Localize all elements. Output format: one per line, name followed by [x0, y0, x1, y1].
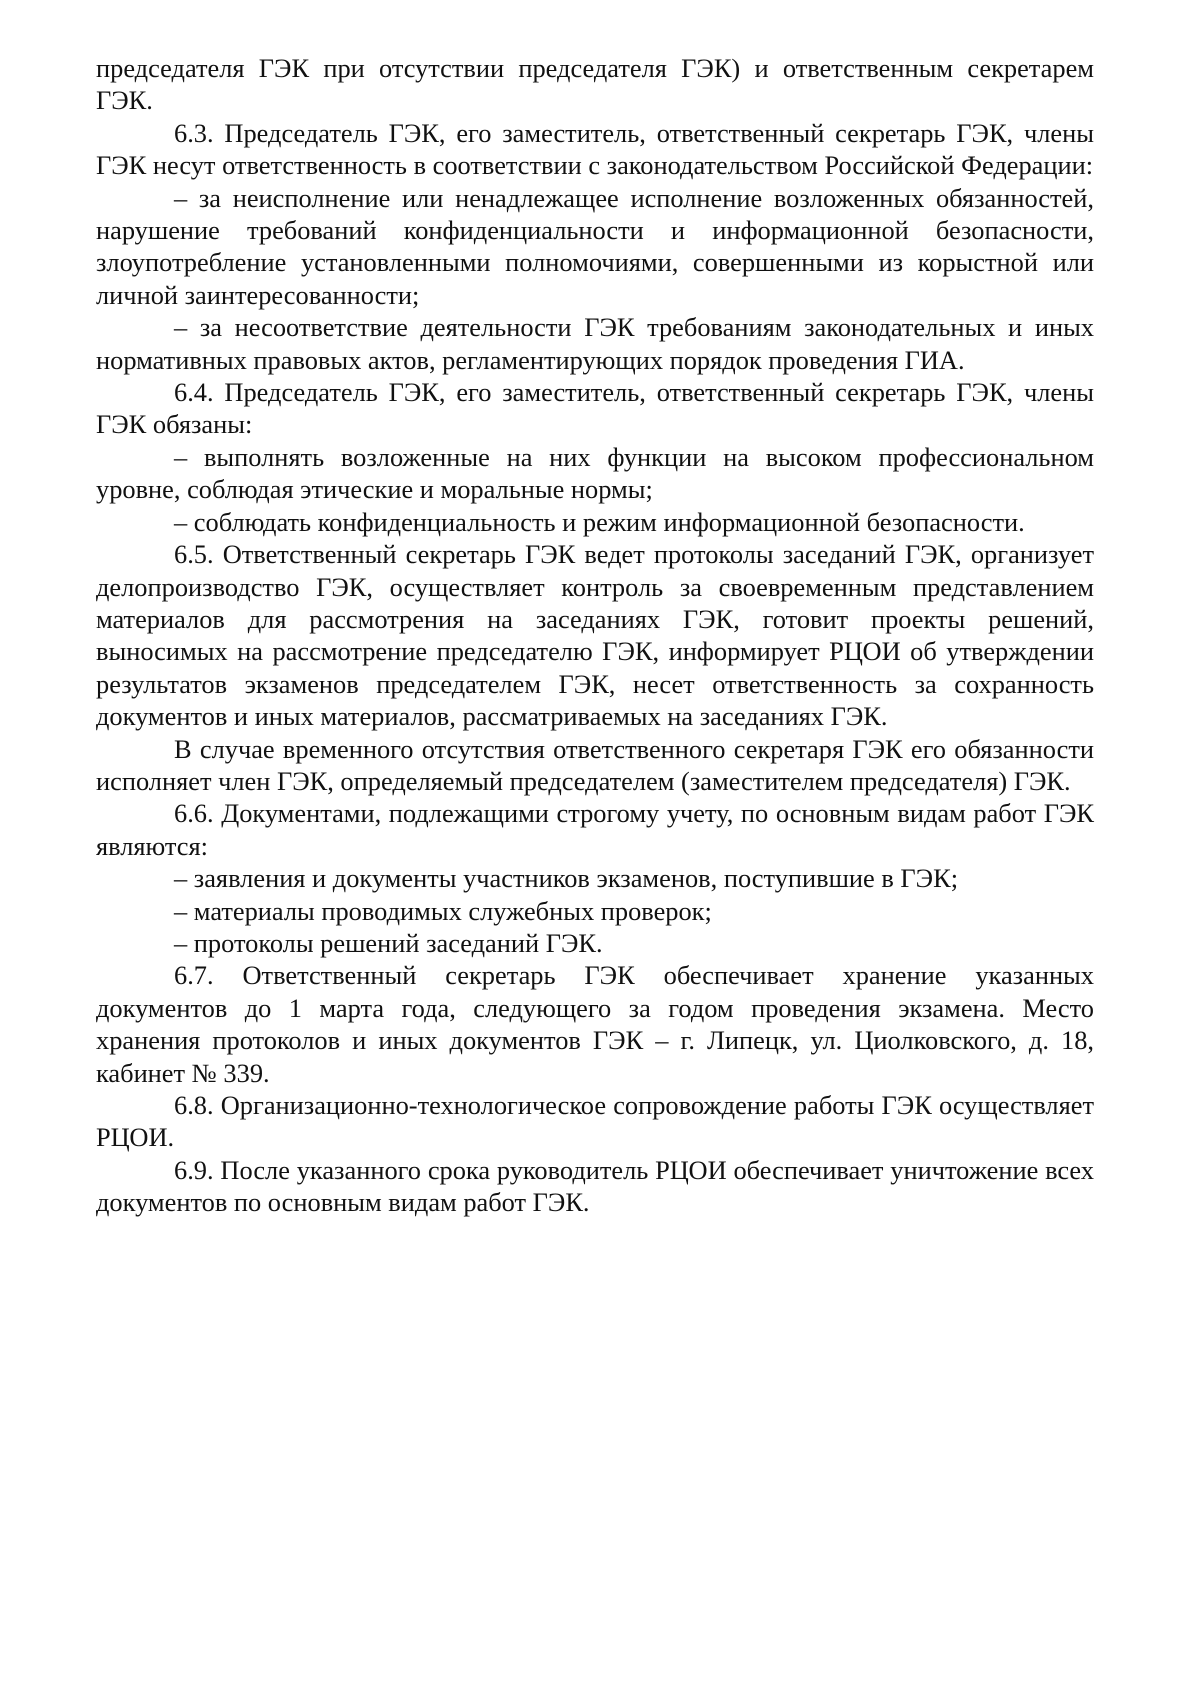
list-item-duty-1: – выполнять возложенные на них функции на высоком профессиональном уровне, соблюдая этические и моральные нормы;	[96, 441, 1094, 505]
list-item-document-2: – материалы проводимых служебных проверок;	[174, 895, 712, 926]
paragraph-6-7: 6.7. Ответственный секретарь ГЭК обеспечивает хранение указанных документов до 1 марта года, следующего за годом проведения экзамена. Место хранения протоколов и иных документов ГЭК – г. Липецк, ул. Циолковского, д. 18, кабинет № 339.	[96, 960, 1094, 1088]
paragraph-6-5-absence: В случае временного отсутствия ответственного секретаря ГЭК его обязанности исполняет член ГЭК, определяемый председателем (заместителем председателя) ГЭК.	[96, 733, 1094, 796]
paragraph-6-6: 6.6. Документами, подлежащими строгому учету, по основным видам работ ГЭК являются:	[96, 798, 1094, 861]
paragraph-6-5: 6.5. Ответственный секретарь ГЭК ведет протоколы заседаний ГЭК, организует делопроизводство ГЭК, осуществляет контроль за своевременным представлением материалов для рассмотрения на заседаниях ГЭК, готовит проекты решений, выносимых на рассмотрение председателю ГЭК, информирует РЦОИ об утверждении результатов экзаменов председателем ГЭК, несет ответственность за сохранность документов и иных материалов, рассматриваемых на заседаниях ГЭК.	[96, 539, 1094, 732]
document-page	[96, 52, 1094, 1219]
paragraph-6-9: 6.9. После указанного срока руководитель РЦОИ обеспечивает уничтожение всех документов по основным видам работ ГЭК.	[96, 1154, 1094, 1218]
list-item-document-3: – протоколы решений заседаний ГЭК.	[174, 927, 603, 958]
paragraph-continuation: председателя ГЭК при отсутствии председателя ГЭК) и ответственным секретарем ГЭК.	[96, 53, 1094, 116]
list-item-responsibility-2: – за несоответствие деятельности ГЭК требованиям законодательных и иных нормативных правовых актов, регламентирующих порядок проведения ГИА.	[96, 312, 1094, 375]
paragraph-6-8: 6.8. Организационно-технологическое сопровождение работы ГЭК осуществляет РЦОИ.	[96, 1090, 1094, 1153]
paragraph-6-3: 6.3. Председатель ГЭК, его заместитель, ответственный секретарь ГЭК, члены ГЭК несут ответственность в соответствии с законодательством Российской Федерации:	[96, 117, 1094, 181]
list-item-duty-2: – соблюдать конфиденциальность и режим информационной безопасности.	[174, 506, 1025, 537]
paragraph-6-4: 6.4. Председатель ГЭК, его заместитель, ответственный секретарь ГЭК, члены ГЭК обязаны:	[96, 377, 1094, 440]
list-item-document-1: – заявления и документы участников экзаменов, поступившие в ГЭК;	[174, 863, 959, 894]
list-item-responsibility-1: – за неисполнение или ненадлежащее исполнение возложенных обязанностей, нарушение требований конфиденциальности и информационной безопасности, злоупотребление установленными полномочиями, совершенными из корыстной или личной заинтересованности;	[96, 182, 1094, 310]
